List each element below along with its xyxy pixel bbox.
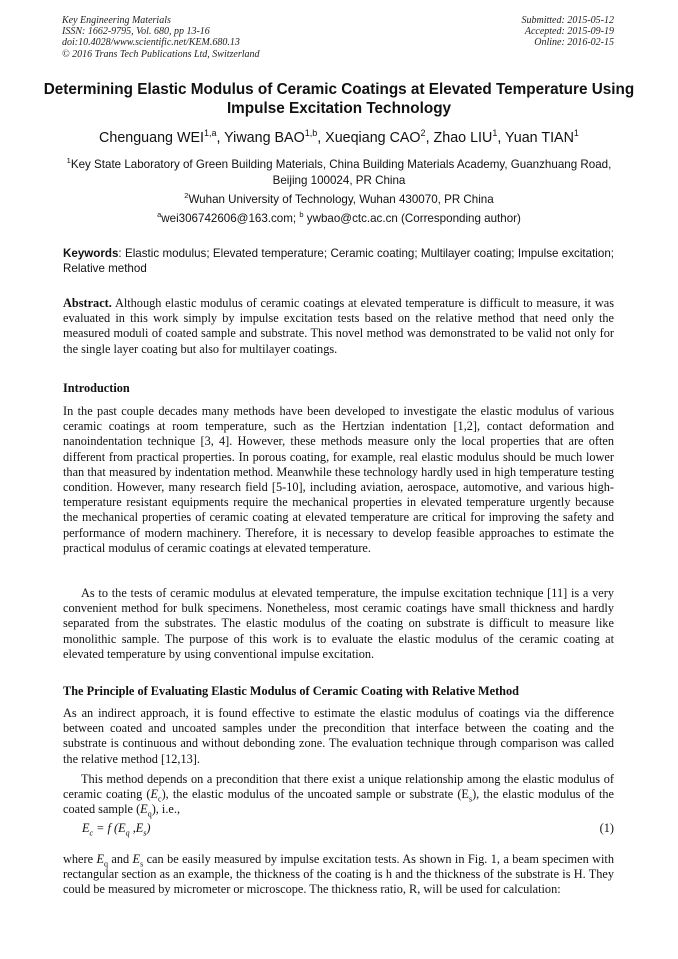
journal-header-left [62,15,260,60]
author-mark: 1 [573,128,579,138]
author-mark: 1 [492,128,498,138]
author-list: Chenguang WEI$^{1,a}$, Yiwang BAO$^{1,b}$, Xueqiang CAO$^2$, Zhao LIU$^1$, Yuan TIAN$^1$ [99,128,579,146]
author-emails: $^a$wei306742606@163.com; $^b$ ywbao@ctc.ac.cn (Corresponding author) [157,210,521,225]
author-name: Chenguang WEI [99,130,204,146]
paragraph: where $E_q$ and $E_s$ can be easily measured by impulse excitation tests. As shown in Fig. 1, a beam specimen with rectangular section as an example, the thickness of the coating is h and the thickness of the substrate is H. They could be measured by micrometer or microscope. The thickness ratio, R, will be used for calculation: [63,852,614,897]
author-name: Xueqiang CAO [325,130,421,146]
issn-line: ISSN: 1662-9795, Vol. 680, pp 13-16 [62,26,210,38]
email-a: wei306742606@163.com; [161,212,297,225]
abstract-label: Abstract. [63,296,112,310]
paragraph: In the past couple decades many methods have been developed to investigate the elastic modulus of various ceramic coatings at room temperature, such as the Hertzian indentation [1,2], contact deformation and nanoindentation technique [3, 4]. However, these methods measure only the local properties that are often different from practical properties. In porous coating, for example, real elastic modulus should be much lower than that measured by indentation method. Meanwhile these technology hardly used in high temperature testing condition. However, many research field [5-10], including aviation, aerospace, automotive, and various high-temperature resistant equipments require the mechanical properties in elevated temperature urgently because the mechanical properties of ceramic coating at elevated temperature are critical for improving the safety and performance of modern machinery. Therefore, it is necessary to develop feasible approaches to estimate the practical modulus of ceramic coatings at elevated temperature. [63,404,614,555]
section-heading-introduction: Introduction [63,381,130,395]
paragraph: As an indirect approach, it is found effective to estimate the elastic modulus of coatings via the difference between coated and uncoated samples under the precondition that interface between the coating and the substrate is continuous and without debonding zone. The evaluation technique through comparison was called the relative method [12,13]. [63,706,614,766]
equation-1: $E_c = f$ ($E_q$ $,E_s$) [82,821,151,838]
accepted-date: Accepted: 2015-09-19 [524,26,614,38]
paragraph: This method depends on a precondition that there exist a unique relationship among the elastic modulus of ceramic coating $(E_c)$, the elastic modulus of the uncoated sample or substrate $(E_s)$, the elastic modulus of the coated sample $(E_q)$, i.e., [63,772,614,819]
copyright-line: © 2016 Trans Tech Publications Ltd, Switzerland [62,48,260,60]
email-b: ywbao@ctc.ac.cn (Corresponding author) [306,212,521,225]
author-name: Yiwang BAO [224,130,305,146]
abstract-text: Although elastic modulus of ceramic coatings at elevated temperature is difficult to measure, it was evaluated in this work simply by impulse excitation tests based on the relative method that need only the measured moduli of coated sample and substrate. This novel method was demonstrated to be valid not only for the single layer coating but also for multilayer coatings. [63,296,614,356]
affiliation-2: $^2$Wuhan University of Technology, Wuhan 430070, PR China [184,191,494,206]
journal-name: Key Engineering Materials [62,15,171,26]
online-date: Online: 2016-02-15 [534,37,614,49]
doi-line: doi:10.4028/www.scientific.net/KEM.680.13 [62,37,240,49]
paragraph: As to the tests of ceramic modulus at elevated temperature, the impulse excitation technique [11] is a very convenient method for bulk specimens. Nonetheless, most ceramic coatings have small thickness and hardly separated from the substrates. The elastic modulus of the coating on substrate is difficult to measure like monolithic sample. The purpose of this work is to evaluate the elastic modulus of the ceramic coating at elevated temperature by using conventional impulse excitation. [63,586,614,661]
author-name: Yuan TIAN [505,130,574,146]
author-mark: 1,b [304,128,318,138]
author-mark: 1,a [203,128,217,138]
author-mark: 2 [420,128,426,138]
abstract [63,296,614,357]
keywords-text: : Elastic modulus; Elevated temperature; Ceramic coating; Multilayer coating; Impulse excitation; Relative method [63,247,614,275]
keywords-label: Keywords [63,247,119,260]
equation-number: (1) [599,821,614,835]
journal-header-right [522,15,615,49]
section-heading-principle: The Principle of Evaluating Elastic Modulus of Ceramic Coating with Relative Method [63,684,519,698]
submitted-date: Submitted: 2015-05-12 [521,15,614,26]
keywords [63,246,614,276]
author-name: Zhao LIU [433,130,493,146]
paper-title: Determining Elastic Modulus of Ceramic Coatings at Elevated Temperature Using Impulse Excitation Technology [43,81,635,117]
affiliation-1: $^1$Key State Laboratory of Green Building Materials, China Building Materials Academy, Guanzhuang Road, Beijing 100024, PR China [66,156,612,187]
